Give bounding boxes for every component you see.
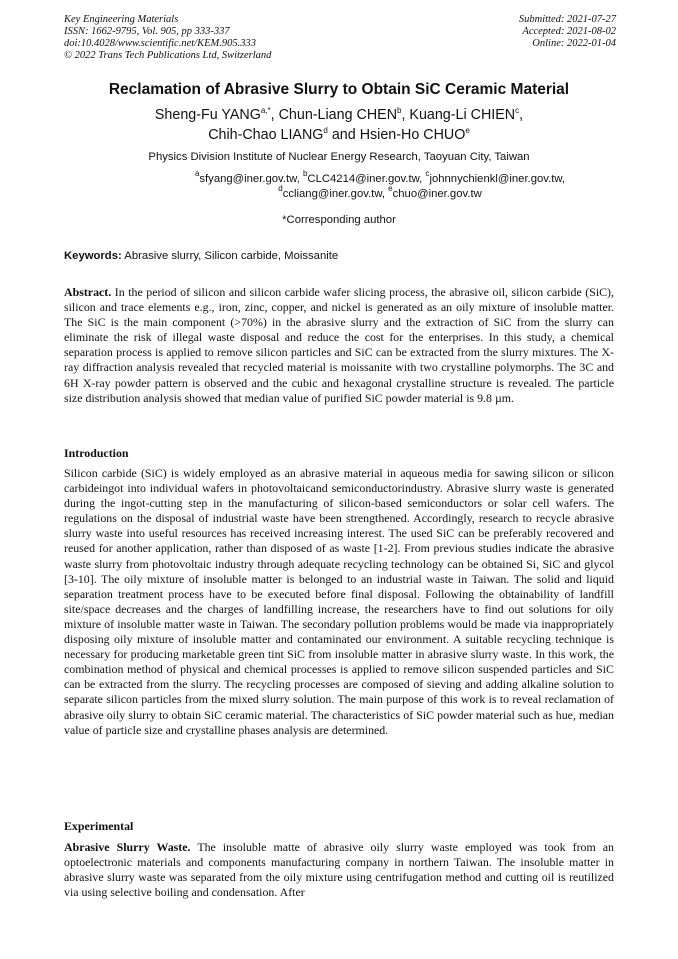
author-line-1 (0, 105, 678, 125)
author-superscript: e (465, 126, 470, 135)
copyright-line: © 2022 Trans Tech Publications Ltd, Switzerland (64, 50, 272, 61)
introduction-text: Silicon carbide (SiC) is widely employed as an abrasive material in aqueous media for sawing silicon or silicon carbideingot into individual wafers in photovoltaicand semiconductorindustry. Abrasive slurry waste is generated during the ingot-cutting step in the manufacturing of silicon-based semiconductors or solar cell wafers. The regulations on the disposal of industrial waste have been strengthened. Accordingly, research to recycle abrasive slurry waste into useful resources has received increasing interest. The used SiC can be preferably recovered and reused for another application, rather than disposed of as waste [1-2]. From previous studies indicate the abrasive waste slurry from photovoltaic industry through adequate recycling technology can be obtained Si, SiC and glycol [3-10]. The oily mixture of insoluble matter is belonged to an industrial waste in Taiwan. The solid and liquid separation treatment process have to be executed before final disposal. Following the obtainability of landfill site/space decreases and the charges of landfilling increase, the researchers have to find out solutions for oily mixture of insoluble matter waste in Taiwan. The secondary pollution problems would be made via inappropriately disposing oily mixture of insoluble matter and contaminated our environment. A suitable recycling technique is necessary for producing marketable green tint SiC from insoluble matter in abrasive slurry waste. In this work, the combination method of physical and chemical processes is applied to remove silicon suspended particles and SiC can be extracted from the slurry. The recycling processes are composed of sieving and adding alkaline solution to separate silicon particles from the mixed slurry solution. The main purpose of this work is to reveal reclamation of abrasive oily slurry to obtain SiC ceramic material. The characteristics of SiC powder material such as hue, median value of particle size and crystalline phases analysis are determined. (64, 466, 614, 737)
online-date: Online: 2022-01-04 (532, 38, 616, 49)
author-list (0, 105, 678, 145)
email-address[interactable]: johnnychienkl@iner.gov.tw (429, 173, 562, 185)
abstract (64, 285, 614, 406)
corresponding-author-note: *Corresponding author (282, 214, 396, 226)
journal-name: Key Engineering Materials (64, 14, 179, 25)
author-superscript: d (323, 126, 328, 135)
author-separator: , (270, 107, 279, 123)
dates-info (519, 14, 616, 50)
author-separator: and (327, 127, 360, 143)
email-superscript: c (425, 169, 430, 178)
accepted-date: Accepted: 2021-08-02 (522, 26, 616, 37)
email-address[interactable]: ccliang@iner.gov.tw (282, 188, 382, 200)
affiliation: Physics Division Institute of Nuclear Energy Research, Taoyuan City, Taiwan (148, 151, 530, 163)
submitted-date: Submitted: 2021-07-27 (518, 14, 616, 25)
keywords (64, 250, 624, 262)
paper-title: Reclamation of Abrasive Slurry to Obtain SiC Ceramic Material (108, 81, 570, 98)
email-superscript: e (388, 184, 393, 193)
experimental-heading: Experimental (64, 819, 134, 833)
email-superscript: a (194, 169, 200, 178)
keywords-label: Keywords: (64, 250, 122, 262)
author-separator: , (519, 107, 524, 123)
author-name: Hsien-Ho CHUO (359, 127, 466, 143)
author-name: Kuang-Li CHIEN (409, 107, 516, 123)
keywords-text: Abrasive slurry, Silicon carbide, Moissanite (121, 250, 339, 262)
author-separator: , (401, 107, 410, 123)
introduction-heading: Introduction (64, 446, 129, 460)
author-line-2 (0, 125, 678, 145)
abstract-label: Abstract. (64, 285, 112, 299)
author-name: Chih-Chao LIANG (208, 127, 324, 143)
author-superscript: c (515, 106, 520, 115)
author-superscript: a,* (260, 106, 271, 115)
email-address[interactable]: sfyang@iner.gov.tw (199, 173, 297, 185)
email-list: $^a$sfyang@iner.gov.tw, $^b$CLC4214@iner.gov.tw, $^c$johnnychienkl@iner.gov.tw, $^d$ccliang@iner.gov.tw, $^e$chuo@iner.gov.tw (194, 169, 566, 200)
issn-line: ISSN: 1662-9795, Vol. 905, pp 333-337 (64, 26, 230, 37)
experimental-paragraph (64, 840, 614, 900)
email-superscript: d (278, 184, 283, 193)
email-address[interactable]: chuo@iner.gov.tw (392, 188, 482, 200)
author-name: Sheng-Fu YANG (154, 107, 261, 123)
doi-line: doi:10.4028/www.scientific.net/KEM.905.333 (64, 38, 256, 49)
abstract-text: In the period of silicon and silicon carbide wafer slicing process, the abrasive oil, silicon carbide (SiC), silicon and trace elements e.g., iron, zinc, copper, and nickel is generated as an oily mixture of insoluble matter. The SiC is the main component (>70%) in the abrasive slurry and the extraction of SiC from the slurry can eliminate the risk of illegal waste disposal and reduce the cost for the enterprises. In this study, a chemical separation process is applied to remove silicon particles and SiC can be extracted from the slurry mixtures. The X-ray diffraction analysis revealed that recycled material is moissanite with two crystalline polymorphs. The 3C and 6H X-ray powder pattern is observed and the cubic and hexagonal crystalline structure is revealed. The particle size distribution analysis showed that median value of purified SiC powder material is 9.8 µm. (64, 285, 614, 405)
author-name: Chun-Liang CHEN (278, 107, 398, 123)
experimental-text: The insoluble matte of abrasive oily slurry waste employed was took from an optoelectronic materials and components manufacturing company in northern Taiwan. The insoluble matter in abrasive slurry waste was separated from the oily mixture using centrifugation method and cutting oil is reutilized via using selective boiling and condensation. After (64, 840, 614, 900)
journal-info (64, 14, 271, 62)
author-superscript: b (397, 106, 402, 115)
experimental-runin-heading: Abrasive Slurry Waste. (64, 840, 191, 854)
email-superscript: b (302, 169, 308, 178)
email-address[interactable]: CLC4214@iner.gov.tw (307, 173, 420, 185)
